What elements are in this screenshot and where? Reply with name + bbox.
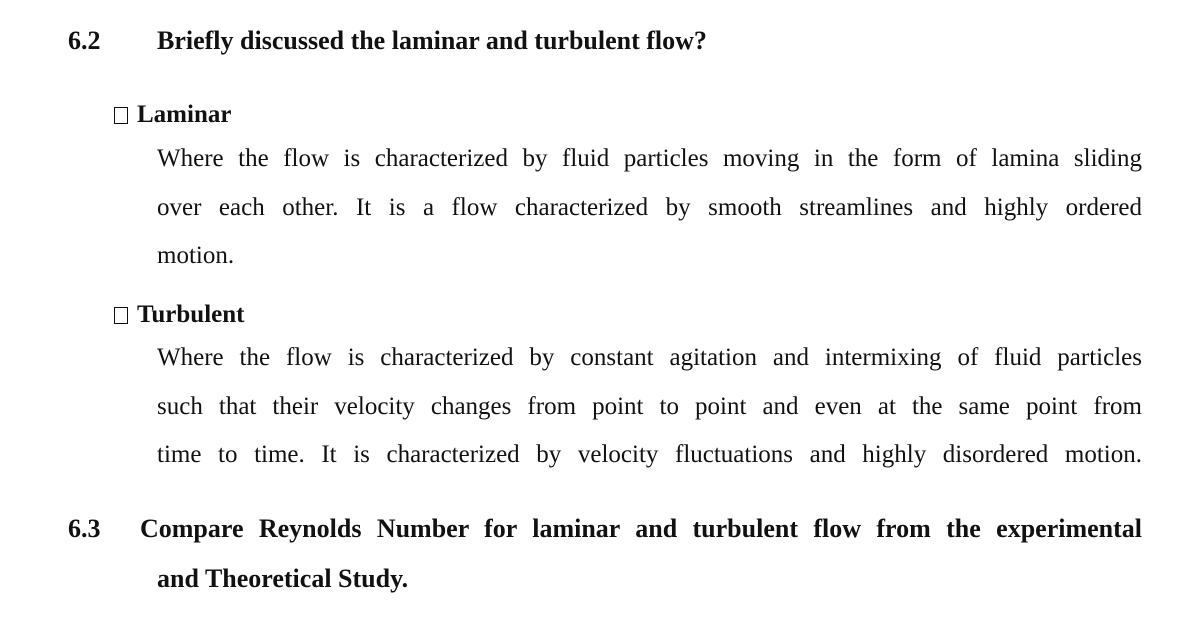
turbulent-line-3: time to time. It is characterized by velocity fluctuations and highly disordered motion. — [157, 441, 1142, 468]
laminar-line-3: motion. — [157, 242, 235, 269]
laminar-line-1: Where the flow is characterized by fluid particles moving in the form of lamina sliding — [157, 145, 1142, 172]
question-number-6-2: 6.2 — [68, 26, 101, 55]
question-number-6-3: 6.3 — [68, 514, 101, 543]
question-title-6-3-line-2: and Theoretical Study. — [157, 564, 409, 593]
checkbox-icon — [114, 307, 128, 324]
laminar-heading-text: Laminar — [137, 101, 232, 128]
turbulent-heading-text: Turbulent — [137, 301, 245, 328]
turbulent-paragraph — [157, 343, 1142, 470]
question-title-6-2: Briefly discussed the laminar and turbulent flow? — [157, 26, 707, 55]
laminar-line-2: over each other. It is a flow characterized by smooth streamlines and highly ordered — [157, 194, 1142, 221]
checkbox-icon — [114, 107, 128, 124]
laminar-heading — [114, 100, 231, 130]
turbulent-heading — [114, 300, 244, 330]
turbulent-line-2: such that their velocity changes from point to point and even at the same point from — [157, 393, 1142, 420]
question-title-6-3 — [140, 514, 1142, 544]
turbulent-line-1: Where the flow is characterized by constant agitation and intermixing of fluid particles — [157, 344, 1142, 371]
question-title-6-3-line-1: Compare Reynolds Number for laminar and turbulent flow from the experimental — [140, 514, 1142, 543]
laminar-paragraph — [157, 144, 1142, 271]
